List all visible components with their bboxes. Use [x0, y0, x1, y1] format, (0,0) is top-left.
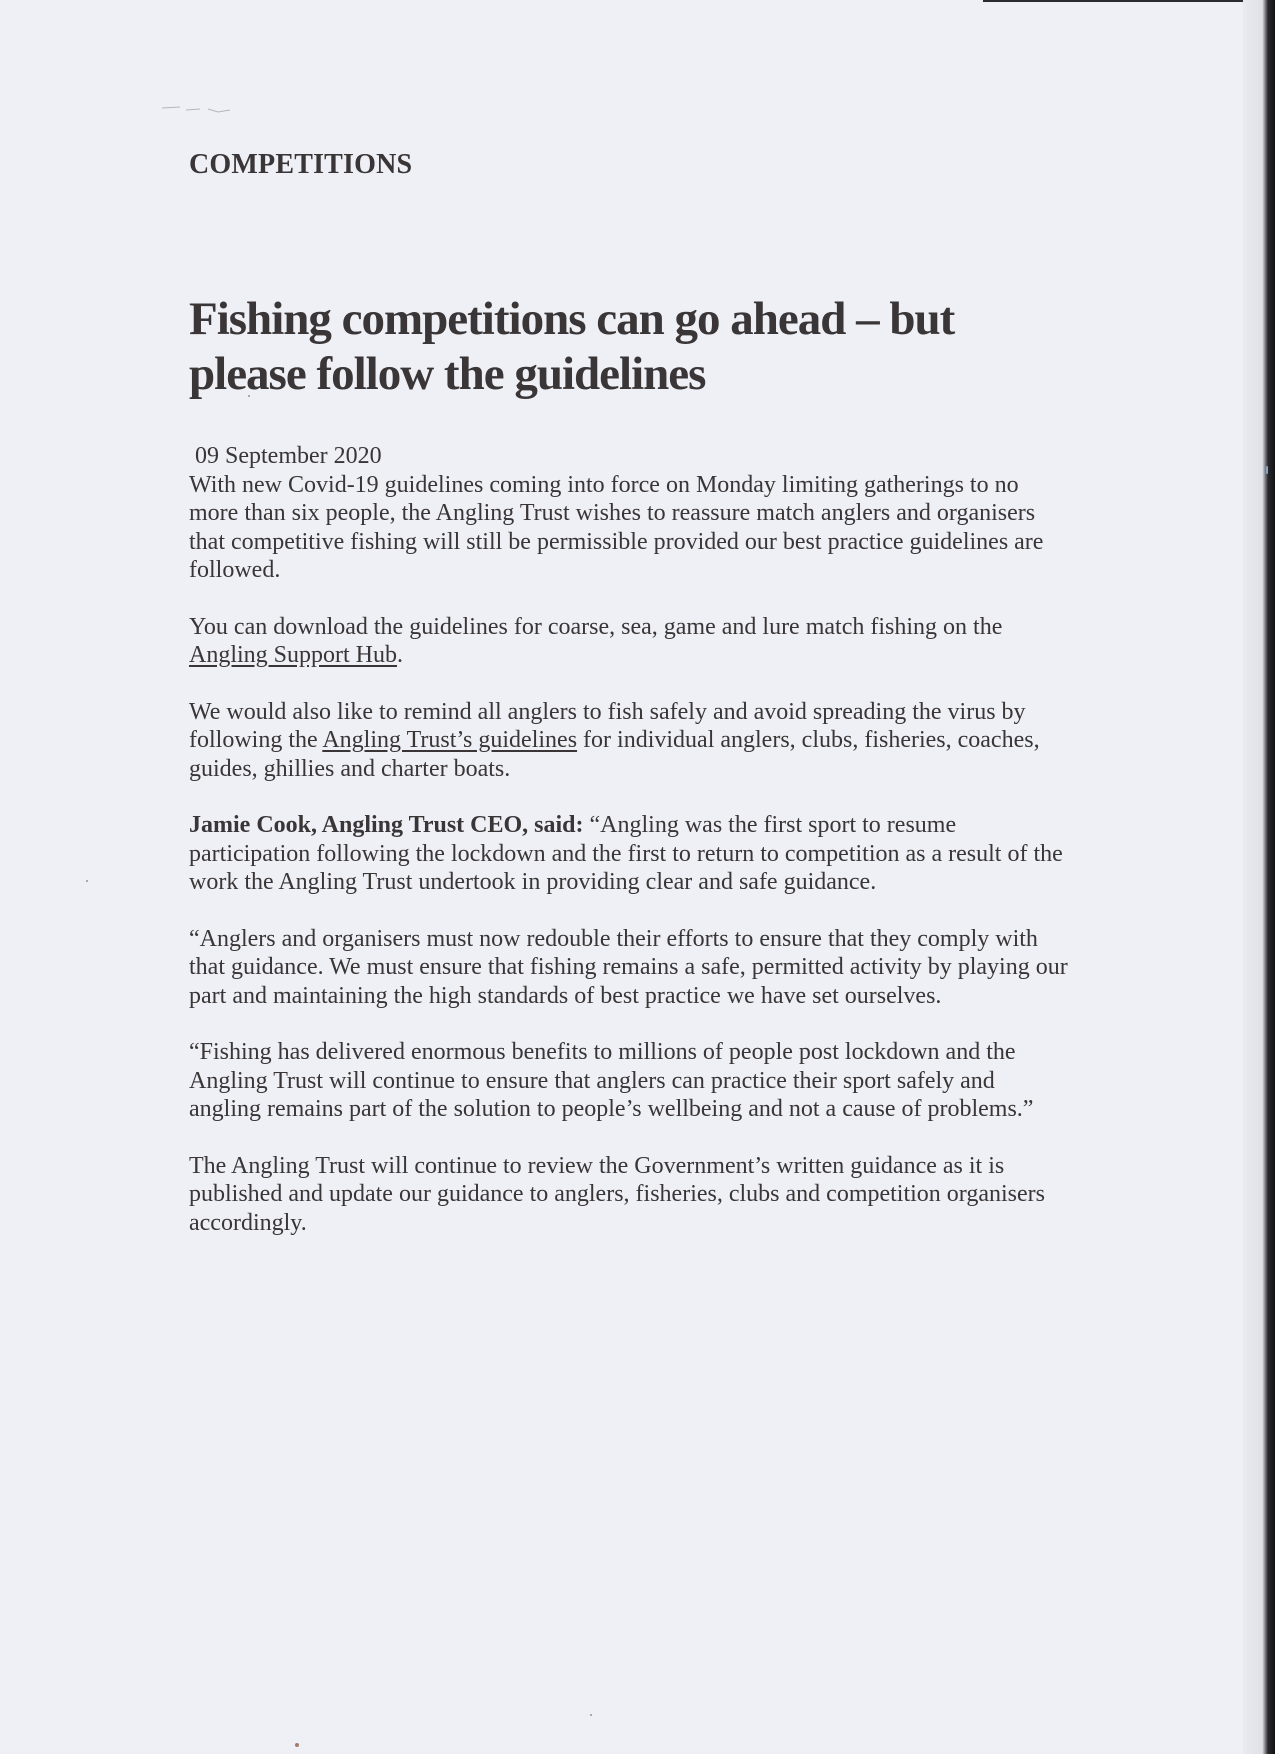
- document-page: [189, 148, 1069, 1265]
- scanner-top-edge: [983, 0, 1243, 2]
- article-body: [189, 471, 1069, 1238]
- paragraph-text: “Angling was the first sport to resume participation following the lockdown and the first to return to competition as a result of the work the Angling Trust undertook in providing clear and safe guidance.: [189, 812, 1063, 896]
- paragraph-text: .: [397, 642, 404, 669]
- paragraph-quote-intro: [189, 811, 1069, 897]
- angling-trust-guidelines-link[interactable]: Angling Trust’s guidelines: [322, 727, 578, 754]
- scan-speck: [590, 1714, 592, 1716]
- paragraph-quote-compliance: “Anglers and organisers must now redouble their efforts to ensure that they comply with that guidance. We must ensure that fishing remains a safe, permitted activity by playing our part and maintaining the high standards of best practice we have set ourselves.: [189, 925, 1068, 1009]
- scan-smudge: [160, 104, 250, 114]
- publish-date: 09 September 2020: [195, 442, 382, 469]
- angling-support-hub-link[interactable]: Angling Support Hub: [189, 642, 398, 669]
- paragraph-text: We would also like to remind all anglers to fish safely and avoid spreading the virus by following the: [189, 698, 1026, 754]
- paragraph-text: for individual anglers, clubs, fisheries, coaches, guides, ghillies and charter boats.: [189, 727, 1040, 782]
- scan-speck: [86, 880, 88, 882]
- paragraph-closing: The Angling Trust will continue to review the Government’s written guidance as it is published and update our guidance to anglers, fisheries, clubs and competition organisers accordingly.: [189, 1152, 1046, 1236]
- paragraph-intro: With new Covid-19 guidelines coming into force on Monday limiting gatherings to no more than six people, the Angling Trust wishes to reassure match anglers and organisers that competitive fishing will still be permissible provided our best practice guidelines are followed.: [189, 471, 1044, 584]
- section-label: COMPETITIONS: [189, 149, 413, 180]
- scanner-edge-shadow: [1243, 0, 1275, 1754]
- paragraph-text: You can download the guidelines for coarse, sea, game and lure match fishing on the: [189, 613, 1003, 640]
- paragraph-reminder: [189, 698, 1069, 784]
- scan-speck: [295, 1743, 299, 1747]
- paragraph-quote-benefits: “Fishing has delivered enormous benefits to millions of people post lockdown and the Angling Trust will continue to ensure that anglers can practice their sport safely and angling remains part of the solution to people’s wellbeing and not a cause of problems.”: [189, 1039, 1034, 1123]
- article-headline: Fishing competitions can go ahead – but please follow the guidelines: [189, 292, 955, 400]
- quote-speaker: Jamie Cook, Angling Trust CEO, said:: [189, 812, 584, 839]
- scan-speck: [1266, 466, 1268, 474]
- paragraph-download: [189, 613, 1069, 670]
